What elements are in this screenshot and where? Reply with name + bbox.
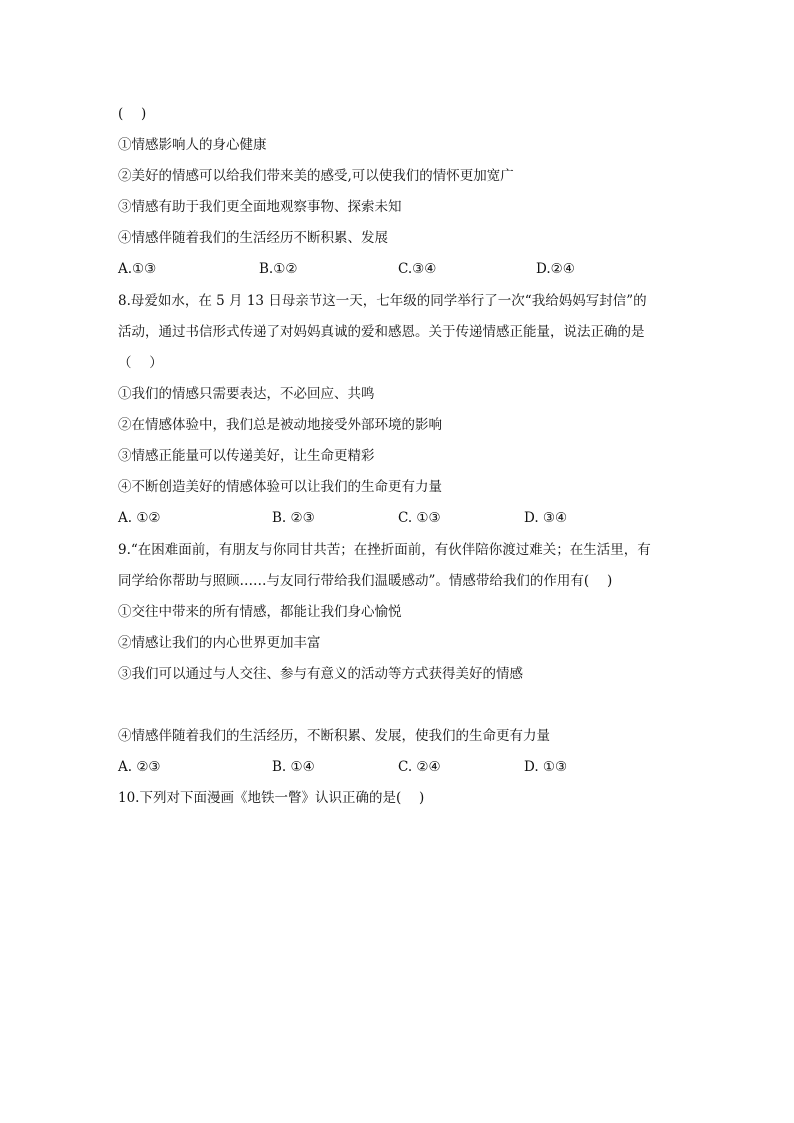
q7-item-4: ④情感伴随着我们的生活经历不断积累、发展 (118, 230, 388, 246)
q8-item-4: ④不断创造美好的情感体验可以让我们的生命更有力量 (118, 479, 442, 495)
q7-options (118, 260, 718, 278)
q8-stem-line-2: 活动，通过书信形式传递了对妈妈真诚的爱和感恩。关于传递情感正能量，说法正确的是 (118, 324, 645, 340)
q10-stem-line-1: 10.下列对下面漫画《地铁一瞥》认识正确的是( ) (118, 790, 425, 806)
q9-item-3: ③我们可以通过与人交往、参与有意义的活动等方式获得美好的情感 (118, 666, 523, 682)
q9-item-1: ①交往中带来的所有情感，都能让我们身心愉悦 (118, 604, 402, 620)
q9-option-d: D. ①③ (524, 759, 568, 775)
q9-options (118, 758, 718, 776)
q9-option-c: C. ②④ (398, 759, 441, 775)
q9-stem-line-1: 9.“在困难面前，有朋友与你同甘共苦；在挫折面前，有伙伴陪你渡过难关；在生活里，有 (118, 542, 651, 558)
q7-option-d: D.②④ (536, 261, 575, 277)
q9-item-2: ②情感让我们的内心世界更加丰富 (118, 635, 321, 651)
q7-item-3: ③情感有助于我们更全面地观察事物、探索未知 (118, 199, 402, 215)
q7-item-2: ②美好的情感可以给我们带来美的感受,可以使我们的情怀更加宽广 (118, 168, 514, 184)
q8-option-b: B. ②③ (272, 510, 315, 526)
q9-option-b: B. ①④ (272, 759, 315, 775)
q7-option-b: B.①② (259, 261, 298, 277)
q7-paren: ( ) (118, 106, 147, 122)
q8-item-2: ②在情感体验中，我们总是被动地接受外部环境的影响 (118, 417, 442, 433)
q8-option-d: D. ③④ (524, 510, 568, 526)
q8-option-c: C. ①③ (398, 510, 441, 526)
q7-option-a: A.①③ (118, 261, 157, 277)
q8-paren: （ ） (118, 355, 163, 371)
q8-options (118, 509, 718, 527)
q8-item-3: ③情感正能量可以传递美好，让生命更精彩 (118, 448, 375, 464)
q9-stem-line-2: 同学给你帮助与照顾……与友同行带给我们温暖感动”。情感带给我们的作用有( ) (118, 573, 613, 589)
q9-item-4: ④情感伴随着我们的生活经历，不断积累、发展，使我们的生命更有力量 (118, 728, 550, 744)
q9-option-a: A. ②③ (118, 759, 161, 775)
q8-option-a: A. ①② (118, 510, 161, 526)
q7-item-1: ①情感影响人的身心健康 (118, 137, 267, 153)
q7-option-c: C.③④ (398, 261, 437, 277)
q8-stem-line-1: 8.母爱如水，在 5 月 13 日母亲节这一天，七年级的同学举行了一次“我给妈妈写封信”的 (118, 293, 647, 309)
q8-item-1: ①我们的情感只需要表达，不必回应、共鸣 (118, 386, 375, 402)
